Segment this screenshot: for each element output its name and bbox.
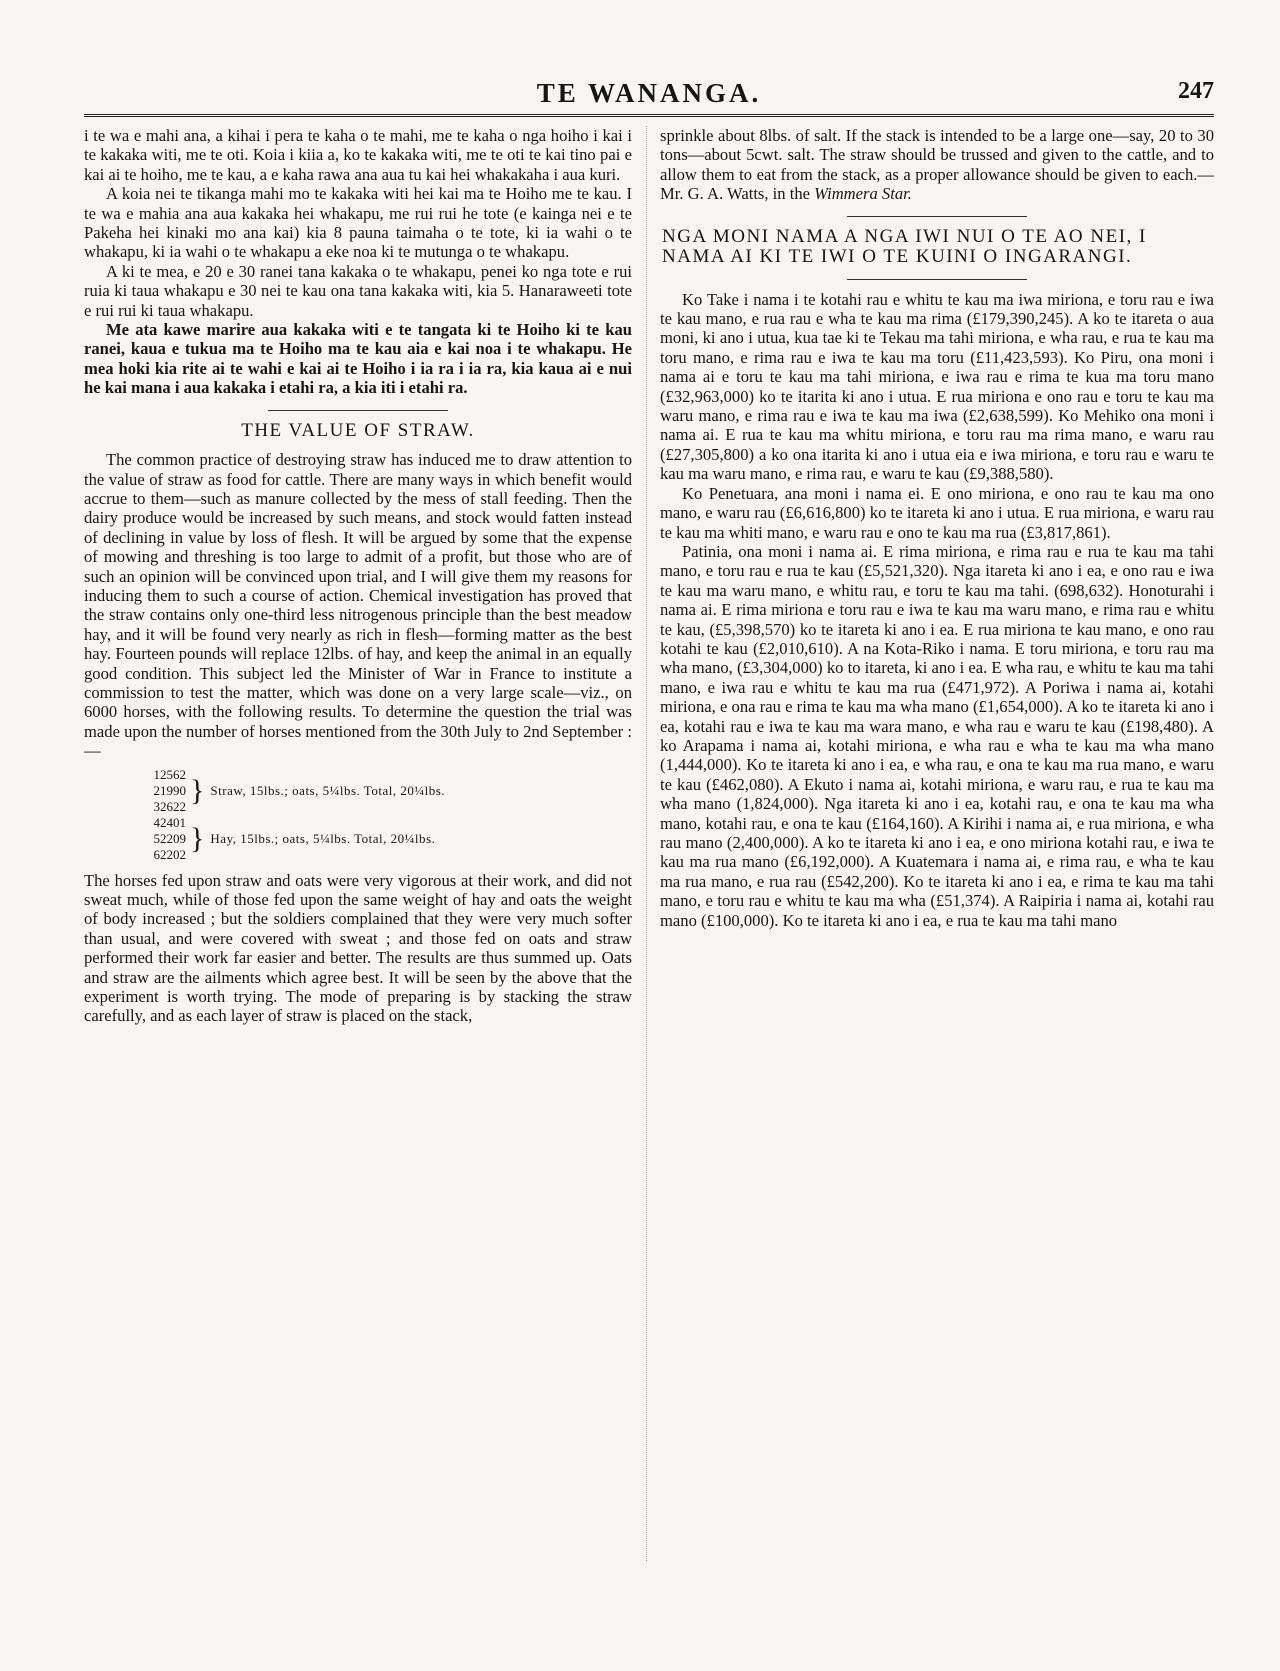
debts-paragraph-1: Ko Take i nama i te kotahi rau e whitu te kau ma iwa miriona, e toru rau e iwa te kau mano, e rua rau e wha te kau ma rima (£179,390,245). A ko te itareta o aua moni, ki ano i utua, kua tae ki te Tekau ma tahi miriona, e wha rau, e rua te kau ma toru mano, e rima rau e iwa te kau ma toru (£11,423,593). Ko Piru, ona moni i nama ai e toru te kau ma tahi miriona, e iwa rau e rima te kua ma toru mano (£32,963,000) ko te itarita ki ano i utua. E rua miriona e ono rau e toru te kau ma waru mano, e rima rau e iwa te kau ma iwa (£2,638,599). Ko Mehiko ona moni i nama ai. E rua te kau ma whitu miriona, e toru rau ma rima mano, e waru rau (£27,305,800) a ko ona itarita ki ano i utua eia e iwa miriona, e toru rau e waru te kau ma waru mano, e rima rau, e waru te kau (£9,388,580). <box>660 289 1214 484</box>
newspaper-title: TE WANANGA. <box>536 78 762 108</box>
column-divider <box>646 126 647 1561</box>
horse-count: 32622 <box>153 798 186 814</box>
horse-count: 62202 <box>153 846 186 862</box>
maori-paragraph-2: A koia nei te tikanga mahi mo te kakaka witi hei kai ma te Hoiho me te kau. I te wa e mahia ana aua kakaka hei whakapu, me rui rui he tote (e kainga nei e te Pakeha hei kinaki mo ana kai) kia 8 pauna taimaha o te tote, ki ia wahi o te whakapu, ki ia wahi o te whakapu a eke noa ki te mutunga o te whakapu. <box>84 184 632 262</box>
table-row <box>126 767 632 815</box>
debts-paragraph-2: Ko Penetuara, ana moni i nama ei. E ono miriona, e ono rau te kau ma ono mano, e waru rau (£6,616,800) ko te itareta ki ano i utua. E rua miriona, e waru rau te kau ma whiti mano, e waru rau e ono te kau ma rua (£3,817,861). <box>660 483 1214 542</box>
brace-glyph: } <box>190 773 205 807</box>
page-number: 247 <box>1178 78 1214 104</box>
straw-paragraph-1: The common practice of destroying straw has induced me to draw attention to the value of straw as food for cattle. There are many ways in which benefit would accrue to them—such as manure collected by the mess of stall feeding. Then the dairy produce would be increased by such means, and stock would fatten instead of declining in value by loss of flesh. It will be argued by some that the expense of mowing and threshing is too large to admit of a profit, but those who are of such an opinion will be convinced upon trial, and I will give them my reasons for inducing them to such a course of action. Chemical investigation has proved that the straw contains only one-third less nitrogenous principle than the best meadow hay, and it will be found very nearly as rich in flesh—forming matter as the best hay. Fourteen pounds will replace 12lbs. of hay, and keep the animal in an equally good condition. This subject led the Minister of War in France to institute a commission to test the matter, which was done on a very large scale—viz., on 6000 horses, with the following results. To determine the question the trial was made upon the number of horses mentioned from the 30th July to 2nd September :— <box>84 450 632 761</box>
source-citation: Wimmera Star. <box>814 184 912 204</box>
brace-glyph: } <box>190 821 205 855</box>
horse-count: 21990 <box>153 782 186 798</box>
left-column <box>84 126 632 1561</box>
masthead <box>84 78 1214 110</box>
horse-count: 12562 <box>153 766 186 782</box>
straw-paragraph-2: The horses fed upon straw and oats were very vigorous at their work, and did not sweat much, while of those fed upon the same weight of hay and oats the weight of body increased ; but the soldiers complained that they were very much softer than usual, and were covered with sweat ; and those fed on oats and straw performed their work far easier and better. The results are thus summed up. Oats and straw are the ailments which agree best. It will be seen by the above that the experiment is worth trying. The mode of preparing is by stacking the straw carefully, and as each layer of straw is placed on the stack, <box>84 870 632 1026</box>
straw-paragraph-3 <box>660 126 1214 204</box>
section-rule <box>847 279 1027 280</box>
horse-count: 52209 <box>153 830 186 846</box>
maori-paragraph-3: A ki te mea, e 20 e 30 ranei tana kakaka o te whakapu, penei ko nga tote e rui ruia ki taua whakapu e 30 nei te kau ona tana kakaka witi, kia 5. Hanaraweeti tote e rui rui ki taua whakapu. <box>84 261 632 320</box>
maori-paragraph-1: i te wa e mahi ana, a kihai i pera te kaha o te mahi, me te kaha o nga hoiho i kai i te kakaka witi, me te oti. Koia i kiia a, ko te kakaka witi, me te oti te kai tino pai e kai ai te hoiho, me te kau, a e kaha rawa ana aua tu kai hei whakakaha i aua kuri. <box>84 126 632 184</box>
straw-paragraph-3-text: sprinkle about 8lbs. of salt. If the stack is intended to be a large one—say, 20 to 30 tons—about 5cwt. salt. The straw should be trussed and given to the cattle, and to allow them to eat from the stack, as a proper allowance should be given to each.—Mr. G. A. Watts, in the <box>660 126 1214 204</box>
article-heading-debts: NGA MONI NAMA A NGA IWI NUI O TE AO NEI, I NAMA AI KI TE IWI O TE KUINI O INGARANGI. <box>662 225 1147 267</box>
ration-description: Hay, 15lbs.; oats, 5¼lbs. Total, 20¼lbs. <box>210 830 436 846</box>
right-column <box>660 126 1214 1561</box>
section-rule <box>847 216 1027 217</box>
maori-paragraph-4: Me ata kawe marire aua kakaka witi e te tangata ki te Hoiho ki te kau ranei, kaua e tukua ma te Hoiho ma te kau aia e kai noa i te whakapu. He mea hoki kia rite ai te wahi e kai ai te Hoiho i ia ra i ia ra, kia kaua ai e nui he kai mana i aua kakaka i etahi ra, a kia iti i etahi ra. <box>84 320 632 398</box>
article-heading-straw: THE VALUE OF STRAW. <box>241 419 475 441</box>
ration-description: Straw, 15lbs.; oats, 5¼lbs. Total, 20¼lbs. <box>210 782 445 798</box>
section-rule <box>268 410 448 411</box>
table-row <box>126 815 632 863</box>
debts-paragraph-3: Patinia, ona moni i nama ai. E rima miriona, e rima rau e rua te kau ma tahi mano, e toru rau e rua te kau (£5,521,320). Nga itareta ki ano i ea, e ono rau e iwa te kau ma waru mano, e whitu rau, e toru te kau ma tahi. (698,632). Honoturahi i nama ai. E rima miriona e toru rau e iwa te kau ma waru mano, e rima rau e whitu te kau, (£5,398,570) ko te itareta ki ano i ea. E rua miriona te kau mano, e ono rau kotahi te kau (£2,010,610). A na Kota-Riko i nama. E toru miriona, e toru rau ma wha mano, (£3,304,000) ko to itareta, ki ano i ea. E wha rau, e whitu te kau ma tahi mano, e iwa rau e whitu te kau ma rua (£471,972). A Poriwa i nama ai, kotahi miriona, e ona rau e rima te kau ma wha mano (£1,654,000). A ko te itareta ki ano i ea, kotahi rau e iwa te kau ma wara mano, e wha rau e waru te kau (£198,480). A ko Arapama i nama ai, kotahi miriona, e wha rau e wha te kau ma wha mano (1,444,000). Ko te itareta ki ano i ea, e wha rau, e ona te kau ma rua mano, e waru te kau (£462,080). A Ekuto i nama ai, kotahi miriona, e waru rau, e rua te kau ma wha mano (1,824,000). Nga itareta ki ano i ea, kotahi rau, e ona te kau ma wha mano, kotahi rau, e ona te kau (£164,160). A Kirihi i nama ai, e rua miriona, e wha rau mano (2,400,000). A ko te itareta ki ano i ea, e ono miriona kotahi rau, e iwa te kau ma rua mano (£6,192,000). A Kuatemara i nama ai, e rima rau, e wha te kau ma rua mano, e rua rau (£542,200). Ko te itareta ki ano i ea, e rima te kau ma tahi mano, e toru rau e whitu te kau ma wha (£51,374). A Raipiria i nama ai, kotahi rau mano (£100,000). Ko te itareta ki ano i ea, e rua te kau ma tahi mano <box>660 541 1214 930</box>
horse-trial-table <box>126 767 632 863</box>
header-rule <box>84 114 1214 117</box>
horse-count: 42401 <box>153 814 186 830</box>
